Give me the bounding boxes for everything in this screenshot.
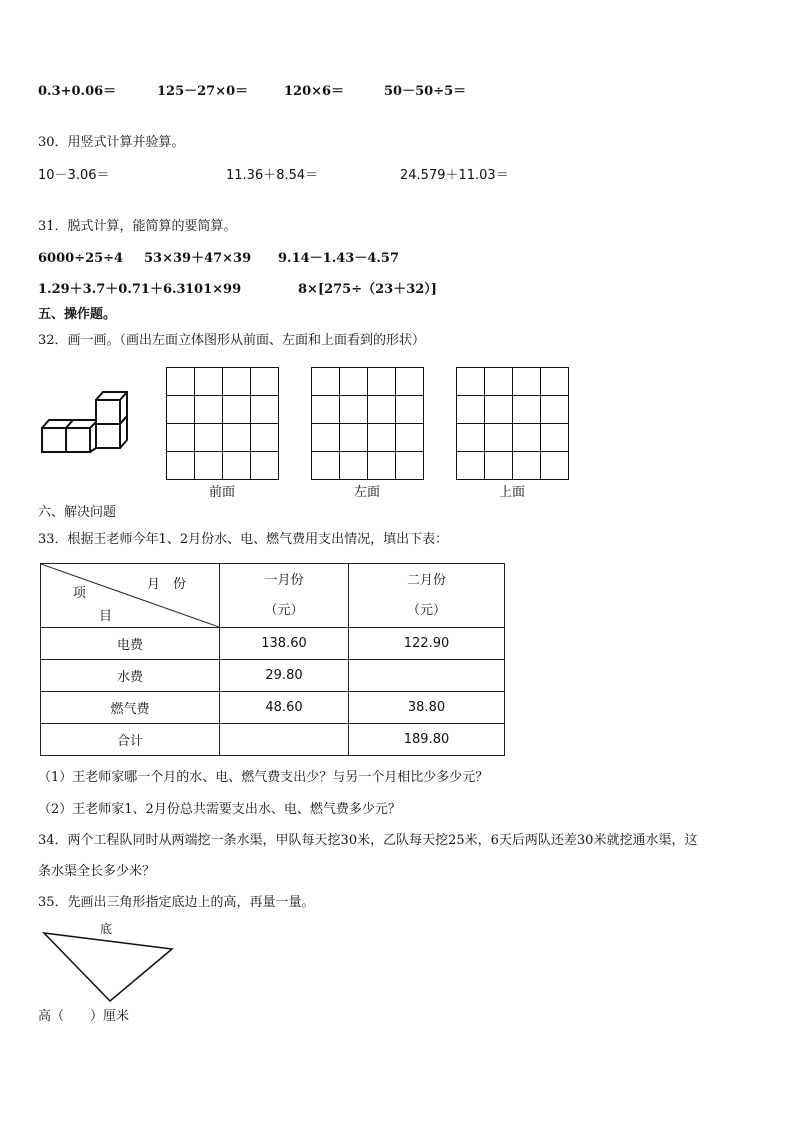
question-31-title: 31．脱式计算，能简算的要简算。 — [38, 219, 237, 234]
expression: 10－3.06＝ — [38, 168, 110, 183]
row-label: 水费 — [41, 660, 220, 692]
expression: 8×[275÷（23＋32）] — [298, 282, 437, 297]
section-title: 五、操作题。 — [38, 307, 117, 322]
header-january: 一月份 （元） — [220, 564, 349, 628]
expression: 1.29＋3.7＋0.71＋6.3 — [38, 282, 186, 297]
question-33-sub1: （1）王老师家哪一个月的水、电、燃气费支出少？与另一个月相比少多少元？ — [38, 770, 489, 785]
drawing-grid-top[interactable] — [456, 367, 569, 480]
expression: 24.579＋11.03＝ — [400, 168, 509, 183]
feb-value-blank[interactable] — [349, 660, 505, 692]
drawing-grid-front[interactable] — [166, 367, 279, 480]
cube-figure — [40, 388, 132, 456]
table-row — [41, 628, 505, 660]
diagonal-header-cell — [41, 564, 220, 628]
jan-value: 48.60 — [220, 692, 349, 724]
section-title: 六、解决问题 — [38, 505, 117, 520]
question-35-title: 35．先画出三角形指定底边上的高，再量一量。 — [38, 895, 315, 910]
triangle-base-label: 底 — [100, 922, 113, 936]
drawing-grid-left[interactable] — [311, 367, 424, 480]
jan-value: 29.80 — [220, 660, 349, 692]
feb-value: 189.80 — [349, 724, 505, 756]
feb-value: 122.90 — [349, 628, 505, 660]
grid-label-top: 上面 — [498, 485, 525, 500]
jan-value-blank[interactable] — [220, 724, 349, 756]
row-label: 电费 — [41, 628, 220, 660]
header-item-label-top: 项 — [73, 586, 87, 601]
row-label: 燃气费 — [41, 692, 220, 724]
question-33-sub2: （2）王老师家1、2月份总共需要支出水、电、燃气费多少元？ — [38, 802, 401, 817]
expression: 9.14－1.43－4.57 — [278, 251, 399, 266]
header-item-label-bottom: 目 — [99, 609, 113, 624]
header-month-label: 月 份 — [147, 577, 187, 592]
expression: 0.3+0.06＝ — [38, 84, 117, 99]
table-row — [41, 660, 505, 692]
grid-label-front: 前面 — [208, 485, 235, 500]
jan-value: 138.60 — [220, 628, 349, 660]
expression: 101×99 — [185, 282, 242, 297]
feb-value: 38.80 — [349, 692, 505, 724]
question-34-line2: 条水渠全长多少米？ — [38, 864, 156, 879]
expression: 6000÷25÷4 — [38, 251, 124, 266]
table-header-row — [41, 564, 505, 628]
question-34-line1: 34．两个工程队同时从两端挖一条水渠，甲队每天挖30米，乙队每天挖25米，6天后两队还差30米就挖通水渠，这 — [38, 833, 698, 848]
question-30-title: 30．用竖式计算并验算。 — [38, 135, 185, 150]
question-33-title: 33．根据王老师今年1、2月份水、电、燃气费用支出情况，填出下表： — [38, 532, 449, 547]
table-row — [41, 692, 505, 724]
row-label: 合计 — [41, 724, 220, 756]
expression: 120×6＝ — [284, 84, 345, 99]
expression: 50－50÷5＝ — [384, 84, 467, 99]
question-32-title: 32．画一画。（画出左面立体图形从前面、左面和上面看到的形状） — [38, 333, 426, 348]
expense-table — [40, 563, 505, 756]
grid-label-left: 左面 — [353, 485, 380, 500]
header-february: 二月份 （元） — [349, 564, 505, 628]
table-row — [41, 724, 505, 756]
expression: 125－27×0＝ — [157, 84, 249, 99]
height-answer[interactable]: 高（ ）厘米 — [38, 1009, 130, 1024]
expression: 53×39＋47×39 — [144, 251, 252, 266]
expression: 11.36＋8.54＝ — [226, 168, 319, 183]
